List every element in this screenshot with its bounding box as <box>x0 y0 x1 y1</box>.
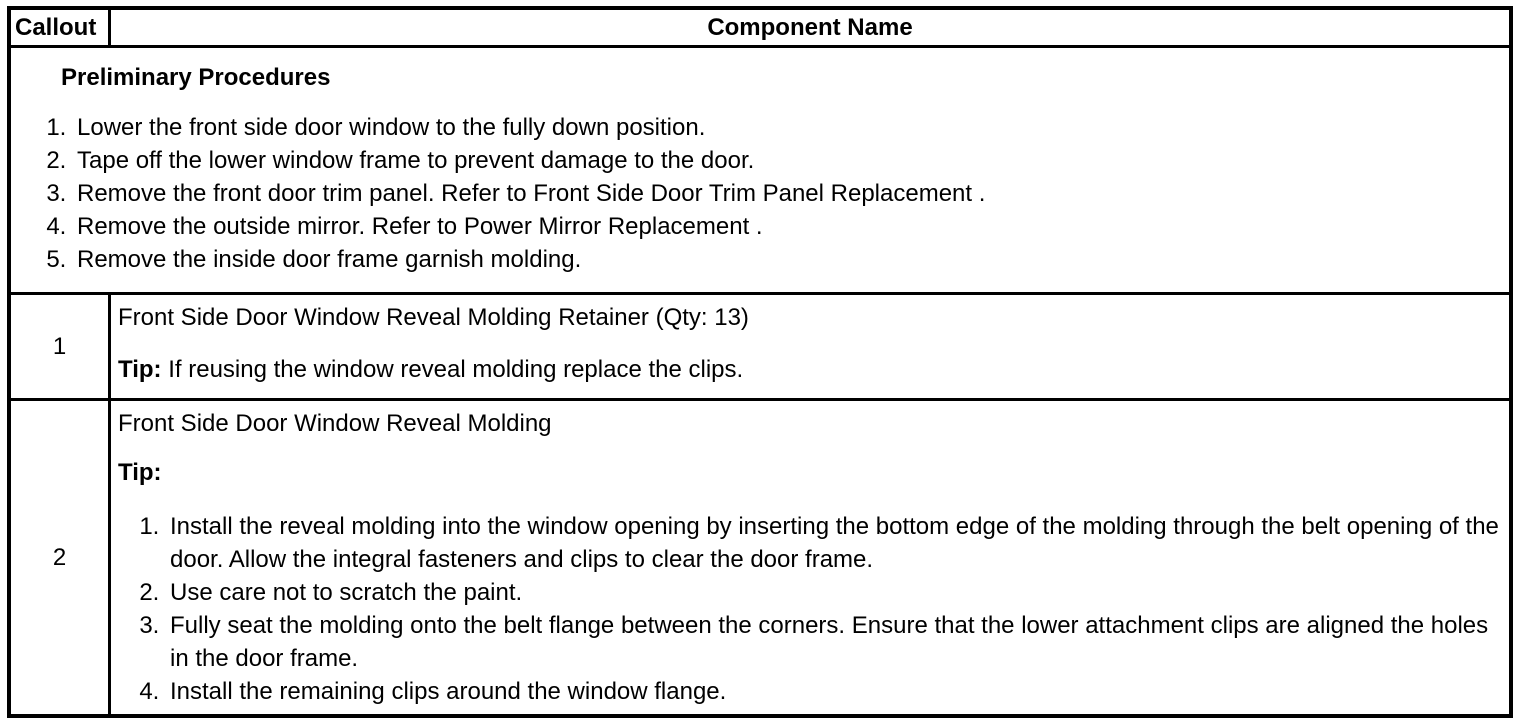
table-header-row <box>9 8 1511 47</box>
table-row <box>9 294 1511 400</box>
component-name-column-header: Component Name <box>110 8 1512 47</box>
preliminary-procedures-list <box>17 111 1503 276</box>
component-callout-table <box>7 6 1513 718</box>
callout-column-header: Callout <box>9 8 110 47</box>
table-row <box>9 400 1511 717</box>
tip-line <box>118 353 1505 386</box>
tip-step-item: 3. Fully seat the molding onto the belt flange between the corners. Ensure that the lower attachment clips are aligned the holes in the door frame. <box>166 609 1505 675</box>
tip-step-item: 4. Install the remaining clips around the window flange. <box>166 675 1505 708</box>
preliminary-step-item: 4. Remove the outside mirror. Refer to Power Mirror Replacement . <box>73 210 1503 243</box>
tip-step-item: 2. Use care not to scratch the paint. <box>166 576 1505 609</box>
callout-number-2: 2 <box>9 400 110 717</box>
tip-step-item: 1. Install the reveal molding into the window opening by inserting the bottom edge of the molding through the belt opening of the door. Allow the integral fasteners and clips to clear the door frame. <box>166 510 1505 576</box>
component-cell-1 <box>110 294 1512 400</box>
tip-steps-list <box>118 510 1505 708</box>
preliminary-step-item: 3. Remove the front door trim panel. Refer to Front Side Door Trim Panel Replacement . <box>73 177 1503 210</box>
preliminary-procedures-cell <box>9 47 1511 294</box>
preliminary-step-item: 5. Remove the inside door frame garnish molding. <box>73 243 1503 276</box>
preliminary-step-item: 2. Tape off the lower window frame to prevent damage to the door. <box>73 144 1503 177</box>
tip-text: If reusing the window reveal molding replace the clips. <box>168 356 744 383</box>
preliminary-procedures-row <box>9 47 1511 294</box>
callout-number-1: 1 <box>9 294 110 400</box>
preliminary-step-item: 1. Lower the front side door window to the fully down position. <box>73 111 1503 144</box>
component-name-text: Front Side Door Window Reveal Molding Retainer (Qty: 13) <box>118 304 749 331</box>
component-name-text: Front Side Door Window Reveal Molding <box>118 410 552 437</box>
preliminary-procedures-title: Preliminary Procedures <box>61 64 331 91</box>
tip-label: Tip: <box>118 459 162 486</box>
component-cell-2 <box>110 400 1512 717</box>
tip-label: Tip: <box>118 356 162 383</box>
